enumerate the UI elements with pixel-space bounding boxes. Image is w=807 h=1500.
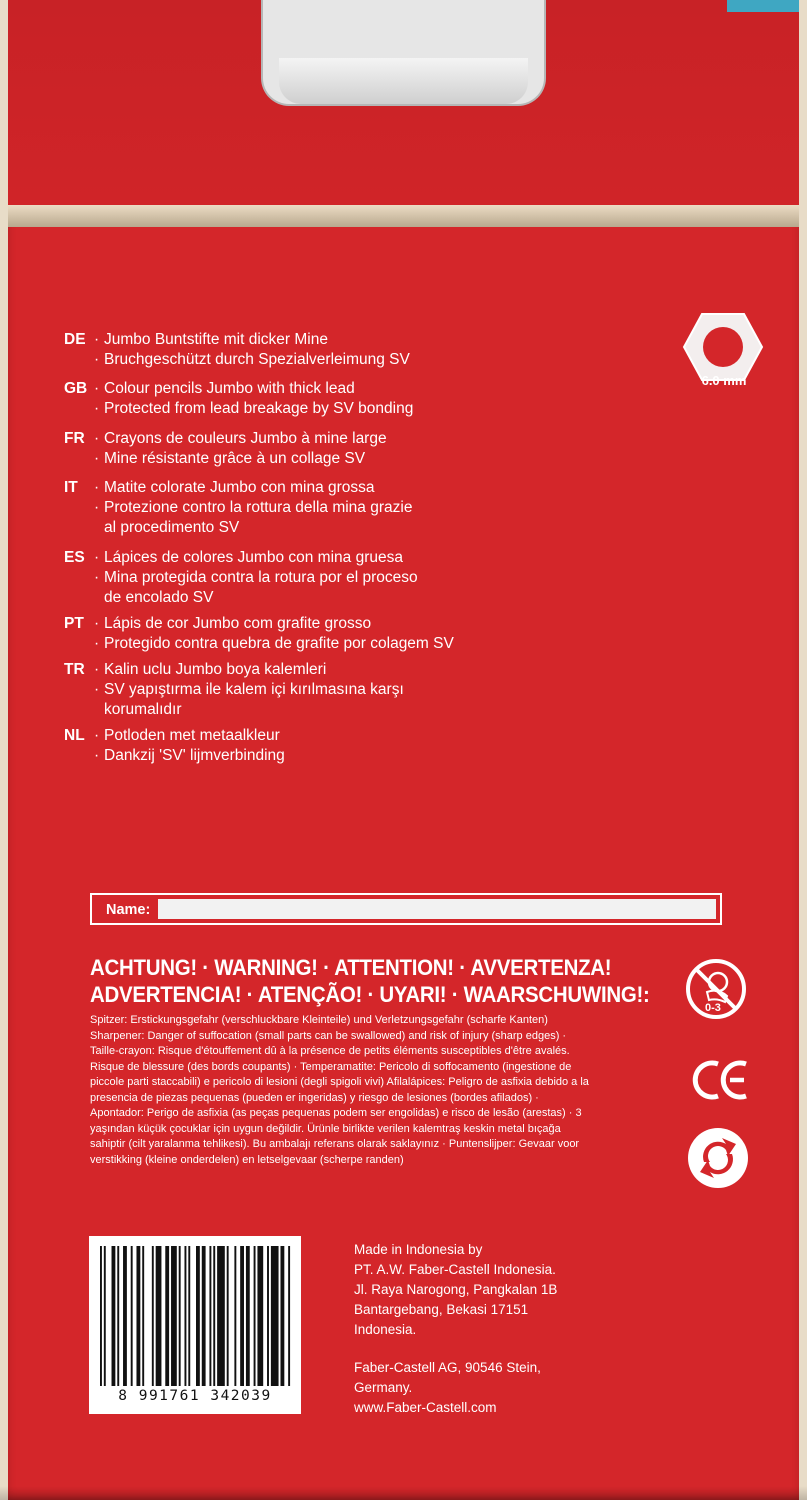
no-children-0-3-icon	[685, 958, 747, 1020]
lang-line: Lápices de colores Jumbo con mina gruesa	[104, 549, 403, 566]
lang-line: Dankzij 'SV' lijmverbinding	[104, 747, 285, 764]
warning-heading-2: ADVERTENCIA! · ATENÇÃO! · UYARI! · WAARSCHUWING!:	[90, 982, 650, 1007]
lead-size-label: 6.0 mm	[701, 373, 747, 388]
hexagon-lead-icon	[682, 312, 764, 382]
lang-line: Crayons de couleurs Jumbo à mine large	[104, 430, 387, 447]
left-edge	[0, 0, 8, 1500]
lang-code: IT	[64, 479, 78, 496]
lang-line: de encolado SV	[104, 589, 214, 606]
right-edge	[799, 0, 807, 1500]
lang-line: Lápis de cor Jumbo com grafite grosso	[104, 615, 372, 632]
lang-line: Protected from lead breakage by SV bonding	[104, 400, 414, 417]
corner-strip	[727, 0, 807, 12]
lang-line: Potloden met metaalkleur	[104, 727, 280, 744]
lang-line: Protezione contro la rottura della mina grazie	[104, 499, 413, 516]
lang-line: Mina protegida contra la rotura por el proceso	[104, 569, 418, 586]
lang-line: Bruchgeschützt durch Spezialverleimung SV	[104, 351, 410, 368]
lang-line: Colour pencils Jumbo with thick lead	[104, 380, 355, 397]
ce-mark-icon	[690, 1058, 752, 1102]
name-input[interactable]	[158, 899, 716, 919]
lang-code: PT	[64, 615, 84, 632]
lang-code: ES	[64, 549, 85, 566]
name-field[interactable]	[90, 893, 722, 925]
manufacturer-line: Made in Indonesia by	[354, 1242, 483, 1257]
warning-heading-1: ACHTUNG! · WARNING! · ATTENTION! · AVVERTENZA!	[90, 955, 612, 980]
company-website: www.Faber-Castell.com	[354, 1400, 497, 1415]
lang-code: DE	[64, 331, 86, 348]
barcode	[89, 1236, 301, 1414]
warning-text: Spitzer: Erstickungsgefahr (verschluckbare Kleinteile) und Verletzungsgefahr (scharfe Kanten) Sharpener: Danger of suffocation (small parts can be swallowed) and risk of injury (sharp edges) · Taille-crayon: Risque d'étouffement dû à la présence de petits éléments susceptibles d'être avalés. Risque de blessure (des bords coupants) · Temperamatite: Pericolo di soffocamento (ingestione de piccole parti staccabili) e pericolo di lesioni (degli spigoli vivi) Afilalápices: Peligro de asfixia debido a la presencia de piezas pequenas (pueden er ingeridas) y riesgo de lesiones (bordes afilados) · Apontador: Perigo de asfixia (as peças pequenas podem ser engolidas) e risco de lesão (arestas) · 3 yaşından küçük çocuklar için uygun değildir. Ürünle birlikte verilen kalemtraş keskin metal bıçağa sahiptir (cilt yaralanma tehlikesi). Bu ambalajı referans olarak saklayınız · Puntenslijper: Gevaar voor verstikking (kleine onderdelen) en letselgevaar (scherpe randen)	[90, 1014, 589, 1166]
lang-line: Mine résistante grâce à un collage SV	[104, 450, 366, 467]
lang-line: Kalin uclu Jumbo boya kalemleri	[104, 661, 327, 678]
recycle-icon	[686, 1126, 750, 1190]
barcode-bars	[98, 1246, 292, 1386]
name-label: Name:	[106, 902, 151, 918]
manufacturer-line: Bantargebang, Bekasi 17151	[354, 1302, 529, 1317]
lang-line: Jumbo Buntstifte mit dicker Mine	[104, 331, 328, 348]
age-warning-label: 0-3	[705, 1002, 721, 1014]
manufacturer-info	[354, 1240, 614, 1418]
lang-line: al procedimento SV	[104, 519, 240, 536]
lang-code: TR	[64, 661, 85, 678]
flap-edge	[2, 205, 805, 227]
lang-line: Matite colorate Jumbo con mina grossa	[104, 479, 375, 496]
lang-line: SV yapıştırma ile kalem içi kırılmasına karşı	[104, 681, 404, 698]
manufacturer-line: Jl. Raya Narogong, Pangkalan 1B	[354, 1282, 558, 1297]
company-line: Faber-Castell AG, 90546 Stein,	[354, 1360, 541, 1375]
company-line: Germany.	[354, 1380, 413, 1395]
hang-hole	[261, 0, 546, 106]
lang-line: Protegido contra quebra de grafite por colagem SV	[104, 635, 454, 652]
lang-code: GB	[64, 380, 88, 397]
bottom-shadow	[0, 1486, 807, 1500]
lang-code: FR	[64, 430, 85, 447]
lang-line: korumalıdır	[104, 701, 182, 718]
manufacturer-line: Indonesia.	[354, 1322, 417, 1337]
manufacturer-line: PT. A.W. Faber-Castell Indonesia.	[354, 1262, 556, 1277]
lang-code: NL	[64, 727, 85, 744]
barcode-number: 8 991761 342039	[118, 1388, 272, 1404]
